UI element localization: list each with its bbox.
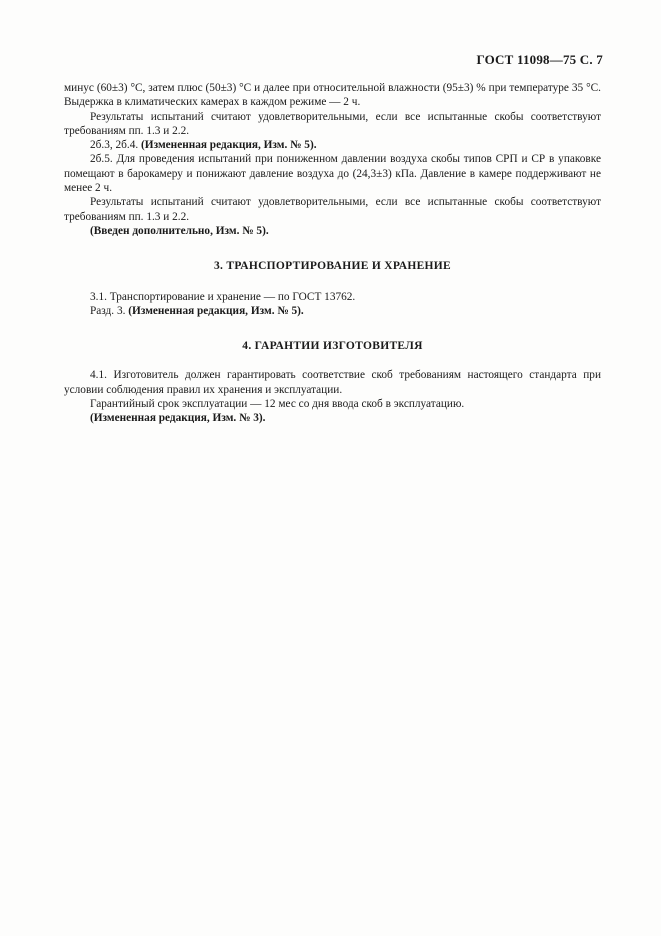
paragraph-pressure-test-2b5: 2б.5. Для проведения испытаний при пониженном давлении воздуха скобы типов СРП и СР в упаковке помещают в барокамеру и понижают давление воздуха до (24,3±3) кПа. Давление в камере поддерживают не менее 2 ч. xyxy=(64,153,601,195)
paragraph-climate-test-continuation: минус (60±3) °С, затем плюс (50±3) °С и далее при относительной влажности (95±3) % при температуре 35 °С. Выдержка в климатических камерах в каждом режиме — 2 ч. xyxy=(64,82,601,109)
section-4-title: 4. ГАРАНТИИ ИЗГОТОВИТЕЛЯ xyxy=(242,340,423,353)
amendment-note-section-4: (Измененная редакция, Изм. № 3). xyxy=(90,412,266,425)
paragraph-test-results-2: Результаты испытаний считают удовлетворительными, если все испытанные скобы соответствуют требованиям пп. 1.3 и 2.2. xyxy=(64,196,601,223)
amendment-note-2b5: (Введен дополнительно, Изм. № 5). xyxy=(90,224,269,237)
section-3-title: 3. ТРАНСПОРТИРОВАНИЕ И ХРАНЕНИЕ xyxy=(214,260,451,273)
amendment-note-section-3: (Измененная редакция, Изм. № 5). xyxy=(128,304,304,317)
document-body xyxy=(64,81,601,426)
clause-ref-2b3-2b4: 2б.3, 2б.4. xyxy=(90,139,139,152)
running-header: ГОСТ 11098—75 С. 7 xyxy=(476,52,603,67)
paragraph-3-1: 3.1. Транспортирование и хранение — по ГОСТ 13762. xyxy=(90,290,356,303)
paragraph-amendment-2b3 xyxy=(64,138,601,152)
paragraph-warranty-period: Гарантийный срок эксплуатации — 12 мес со дня ввода скоб в эксплуатацию. xyxy=(90,398,465,411)
paragraph-test-results-1: Результаты испытаний считают удовлетворительными, если все испытанные скобы соответствуют требованиям пп. 1.3 и 2.2. xyxy=(64,110,601,137)
paragraph-section-3-amendment xyxy=(64,304,601,318)
section-3-ref: Разд. 3. xyxy=(90,304,126,317)
paragraph-4-1: 4.1. Изготовитель должен гарантировать соответствие скоб требованиям настоящего стандарта при условии соблюдения правил их хранения и эксплуатации. xyxy=(64,369,601,396)
amendment-note-2b3: (Измененная редакция, Изм. № 5). xyxy=(141,139,317,152)
